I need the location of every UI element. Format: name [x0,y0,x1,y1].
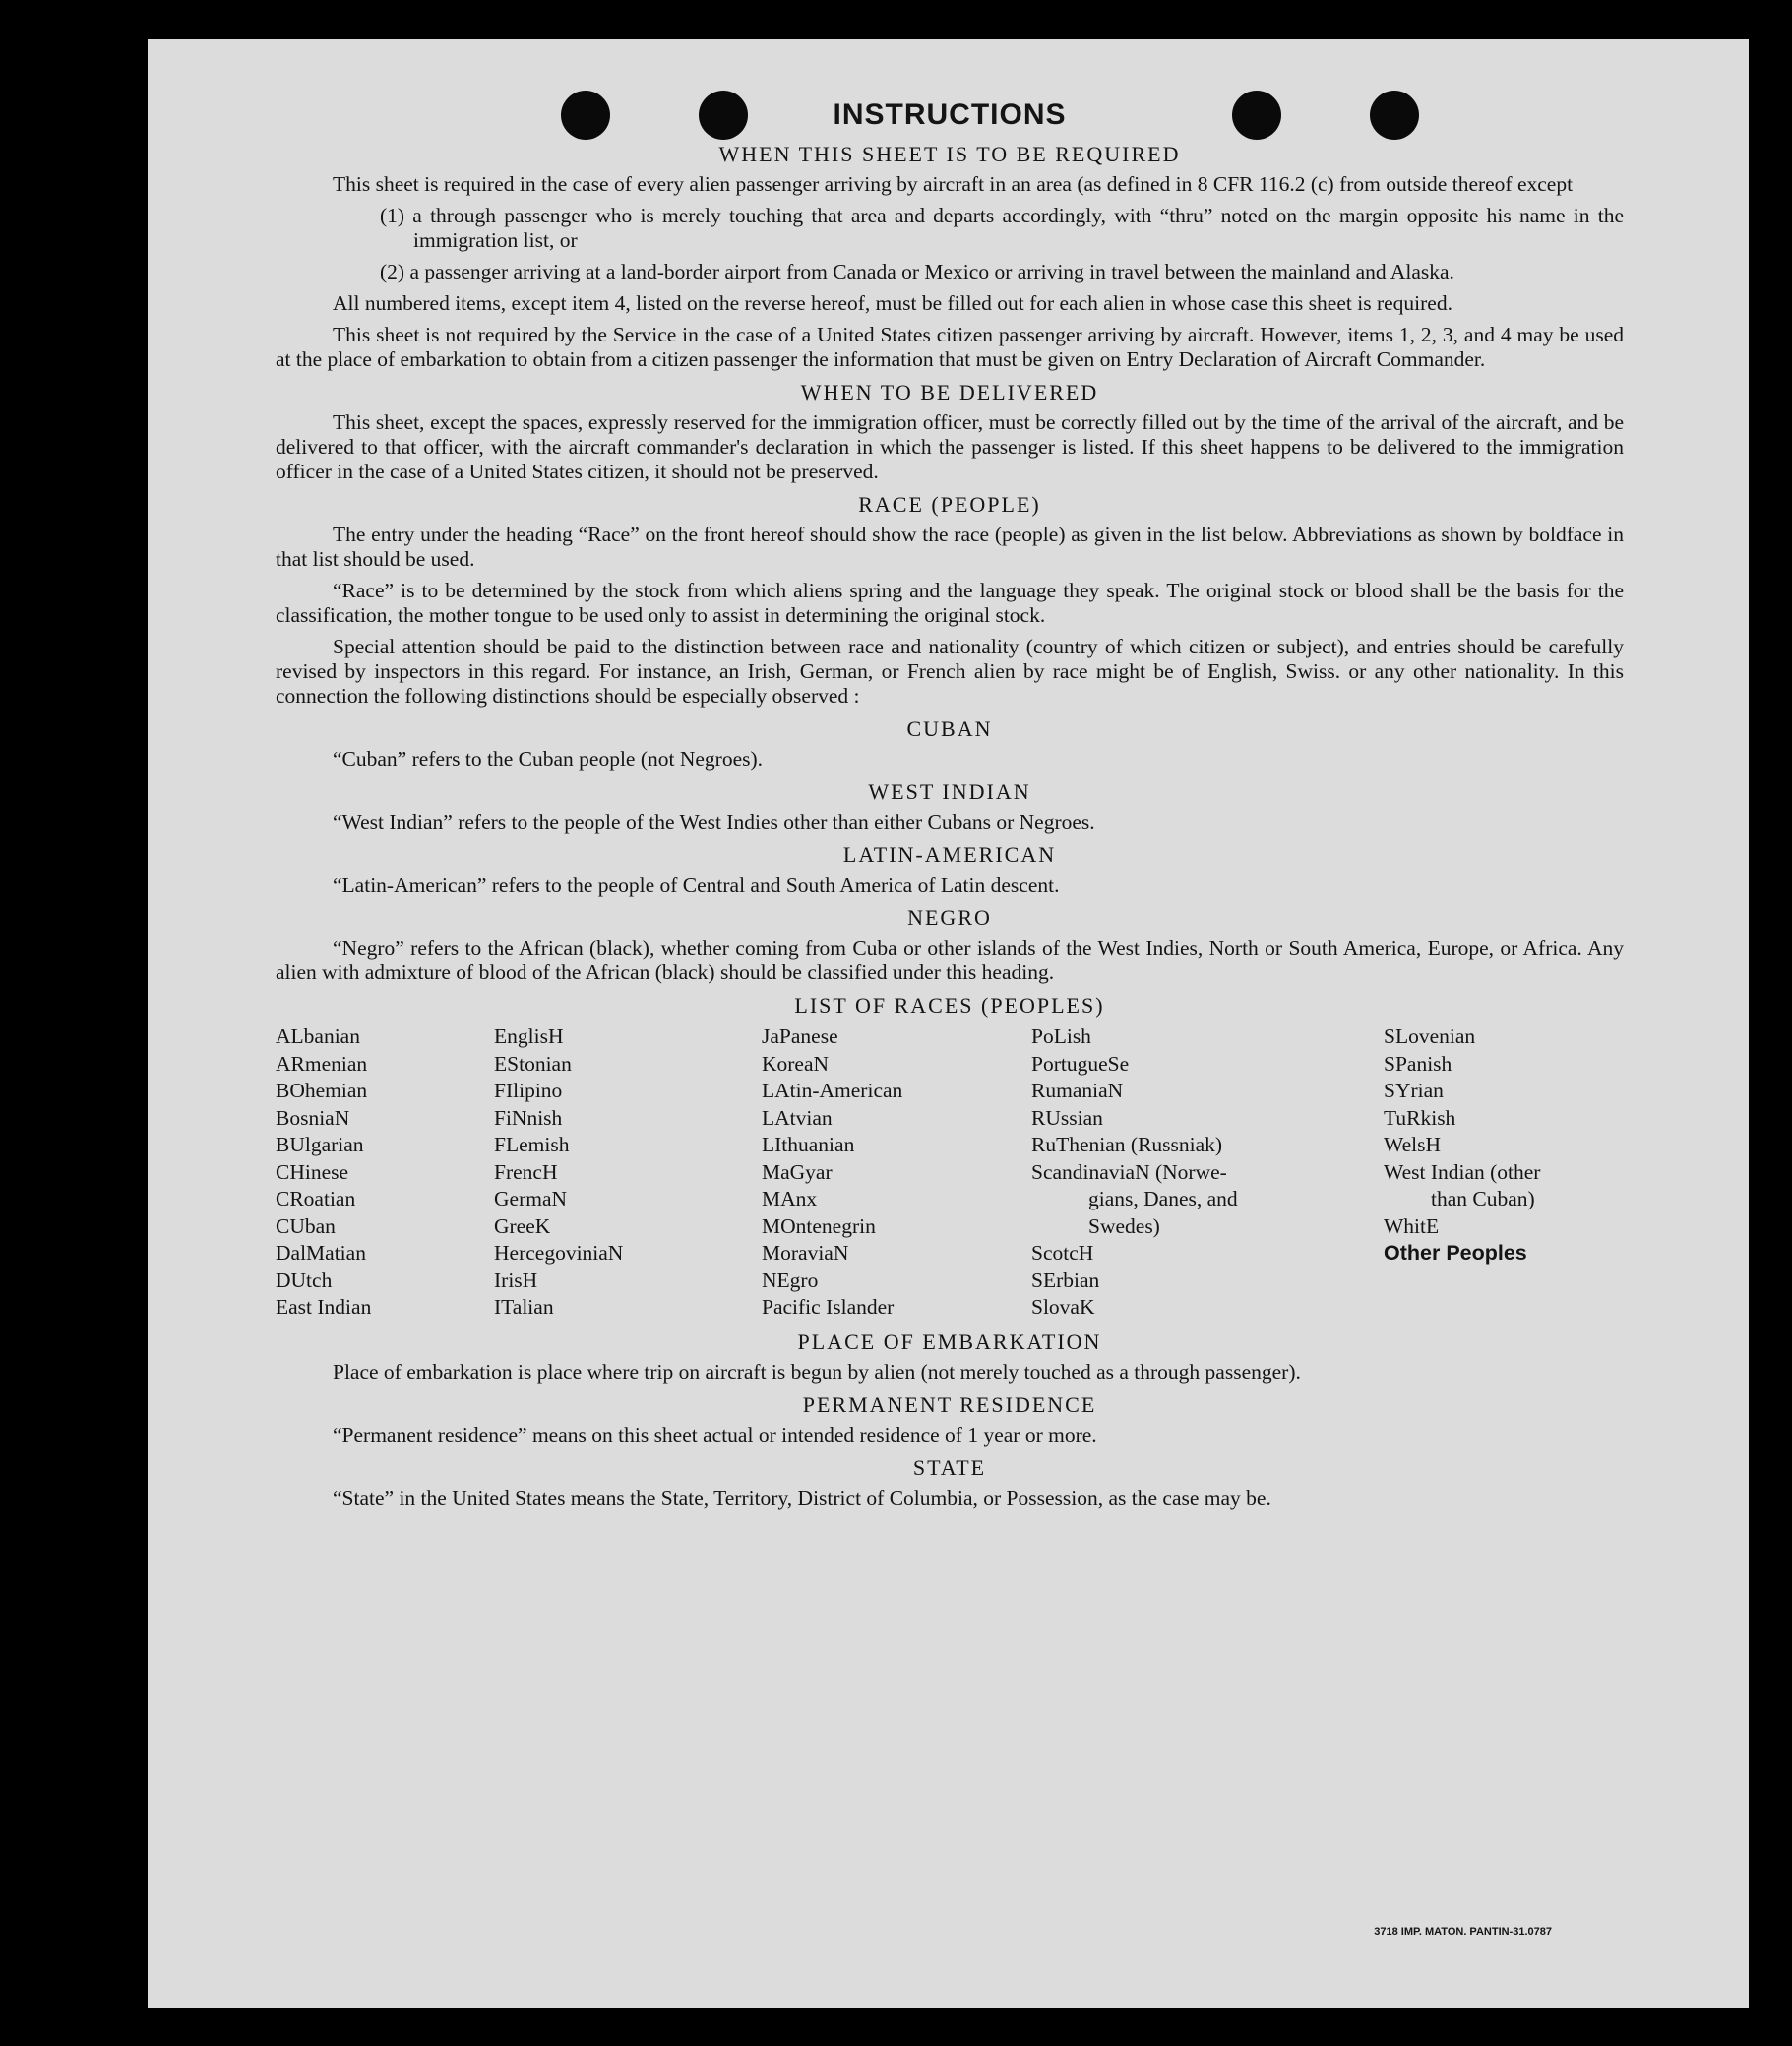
heading-latin-american: LATIN-AMERICAN [842,842,1057,867]
paragraph: “Negro” refers to the African (black), whether coming from Cuba or other islands of the West Indies, North or South America, Europe, or Africa. Any alien with admixture of blood of the African (black) should be classified under this heading. [276,936,1624,984]
race-entry: LIthuanian [762,1133,855,1156]
race-entry: MAnx [762,1187,818,1210]
races-column [494,1023,762,1322]
race-entry: RUssian [1031,1105,1103,1130]
race-entry: RumaniaN [1031,1079,1124,1102]
race-entry: CHinese [276,1159,349,1184]
paragraph: The entry under the heading “Race” on the front hereof should show the race (people) as given in the list below. Abbreviations as shown by boldface in that list should be used. [276,523,1624,571]
race-entry: West Indian (other [1384,1159,1541,1184]
race-entry: SErbian [1031,1268,1100,1292]
race-entry: CUban [276,1213,336,1238]
heading-race: RACE (PEOPLE) [858,492,1041,517]
paragraph: This sheet is required in the case of every alien passenger arriving by aircraft in an area (as defined in 8 CFR 116.2 (c) from outside thereof except [333,172,1574,196]
race-entry: ITalian [494,1295,554,1319]
paragraph: This sheet, except the spaces, expressly reserved for the immigration officer, must be correctly filled out by the time of the arrival of the aircraft, and be delivered to that officer, with the aircraft commander's declaration in which the passenger is listed. If this sheet happens to be delivered to the immigration officer in the case of a United States citizen, it should not be preserved. [276,410,1624,483]
race-entry: TuRkish [1384,1105,1456,1130]
race-entry: FLemish [494,1133,570,1156]
race-entry: DUtch [276,1268,333,1292]
race-entry: EnglisH [494,1024,564,1048]
document-sheet [148,39,1749,2008]
race-entry: ScotcH [1031,1241,1094,1265]
race-entry: FiNnish [494,1105,563,1130]
list-item: (1) a through passenger who is merely touching that area and departs accordingly, with “thru” noted on the margin opposite his name in the immigration list, or [380,204,1624,252]
race-entry: SYrian [1384,1079,1444,1102]
race-entry: PortugueSe [1031,1051,1130,1076]
race-entry: BOhemian [276,1079,368,1102]
race-entry: LAtin-American [762,1079,903,1102]
race-entry: HercegoviniaN [494,1241,624,1265]
list-item: (2) a passenger arriving at a land-border airport from Canada or Mexico or arriving in travel between the mainland and Alaska. [380,260,1454,283]
race-entry: GreeK [494,1213,551,1238]
race-entry: MaGyar [762,1159,833,1184]
race-entry: ARmenian [276,1051,368,1076]
heading-list-of-races: LIST OF RACES (PEOPLES) [794,993,1105,1018]
races-column [1031,1023,1384,1322]
paragraph: Place of embarkation is place where trip on aircraft is begun by alien (not merely touched as a through passenger). [333,1359,1301,1384]
race-entry: MoraviaN [762,1241,849,1265]
race-entry: MOntenegrin [762,1213,876,1238]
race-entry: JaPanese [762,1024,838,1048]
paragraph: “Cuban” refers to the Cuban people (not Negroes). [333,747,764,771]
paragraph: “Race” is to be determined by the stock from which aliens spring and the language they speak. The original stock or blood shall be the basis for the classification, the mother tongue to be used only to assist in determining the original stock. [276,579,1624,627]
race-entry: ALbanian [276,1024,360,1048]
paragraph: This sheet is not required by the Service in the case of a United States citizen passenger arriving by aircraft. However, items 1, 2, 3, and 4 may be used at the place of embarkation to obtain from a citizen passenger the information that must be given on Entry Declaration of Aircraft Commander. [276,323,1624,371]
race-entry: Pacific Islander [762,1295,895,1319]
races-column [1384,1023,1624,1322]
paragraph: Special attention should be paid to the distinction between race and nationality (country of which citizen or subject), and entries should be carefully revised by inspectors in this regard. For instance, an Irish, German, or French alien by race might be of English, Swiss. or any other nationality. In this connection the following distinctions should be especially observed : [276,635,1624,708]
race-entry: DalMatian [276,1241,366,1265]
race-entry: ScandinaviaN (Norwe- [1031,1159,1227,1184]
paragraph: “Latin-American” refers to the people of Central and South America of Latin descent. [333,873,1060,897]
race-entry: KoreaN [762,1051,830,1076]
race-entry: BosniaN [276,1105,350,1130]
race-entry: FrencH [494,1159,558,1184]
heading-state: STATE [912,1455,987,1480]
race-entry: IrisH [494,1268,538,1292]
race-entry: BUlgarian [276,1133,364,1156]
race-entry: WhitE [1384,1213,1440,1238]
paragraph: “West Indian” refers to the people of the West Indies other than either Cubans or Negroes. [333,810,1095,834]
paragraph: “Permanent residence” means on this sheet actual or intended residence of 1 year or more. [333,1422,1097,1447]
heading-west-indian: WEST INDIAN [868,779,1031,804]
printer-imprint: 3718 IMP. MATON. PANTIN-31.0787 [1374,1926,1552,1938]
race-entry: SLovenian [1384,1024,1476,1048]
heading-negro: NEGRO [907,905,992,930]
page-title: INSTRUCTIONS [833,98,1067,131]
race-entry: PoLish [1031,1024,1091,1048]
race-entry: EStonian [494,1051,572,1076]
instructions-body [276,98,1624,1518]
race-entry: NEgro [762,1268,819,1292]
race-entry: LAtvian [762,1105,833,1130]
paragraph: “State” in the United States means the State, Territory, District of Columbia, or Possession, as the case may be. [333,1485,1271,1510]
race-entry: RuThenian (Russniak) [1031,1133,1223,1156]
paragraph: All numbered items, except item 4, listed on the reverse hereof, must be filled out for each alien in whose case this sheet is required. [333,291,1452,315]
races-column [762,1023,1031,1322]
race-entry: SlovaK [1031,1295,1095,1319]
races-column [276,1023,494,1322]
heading-permanent-residence: PERMANENT RESIDENCE [802,1392,1097,1417]
race-entry: gians, Danes, and [1088,1187,1238,1210]
race-entry: FIlipino [494,1079,563,1102]
race-entry: WelsH [1384,1133,1441,1156]
race-entry: than Cuban) [1431,1187,1535,1210]
race-entry: East Indian [276,1295,372,1319]
race-entry: SPanish [1384,1051,1452,1076]
heading-when-required: WHEN THIS SHEET IS TO BE REQUIRED [718,142,1181,166]
race-entry: Swedes) [1088,1213,1160,1238]
race-entry: GermaN [494,1187,568,1210]
heading-place-of-embarkation: PLACE OF EMBARKATION [797,1329,1102,1354]
heading-cuban: CUBAN [906,716,993,741]
race-entry: CRoatian [276,1187,356,1210]
heading-when-delivered: WHEN TO BE DELIVERED [800,380,1099,404]
races-table [276,1023,1624,1322]
race-entry: Other Peoples [1384,1241,1527,1265]
